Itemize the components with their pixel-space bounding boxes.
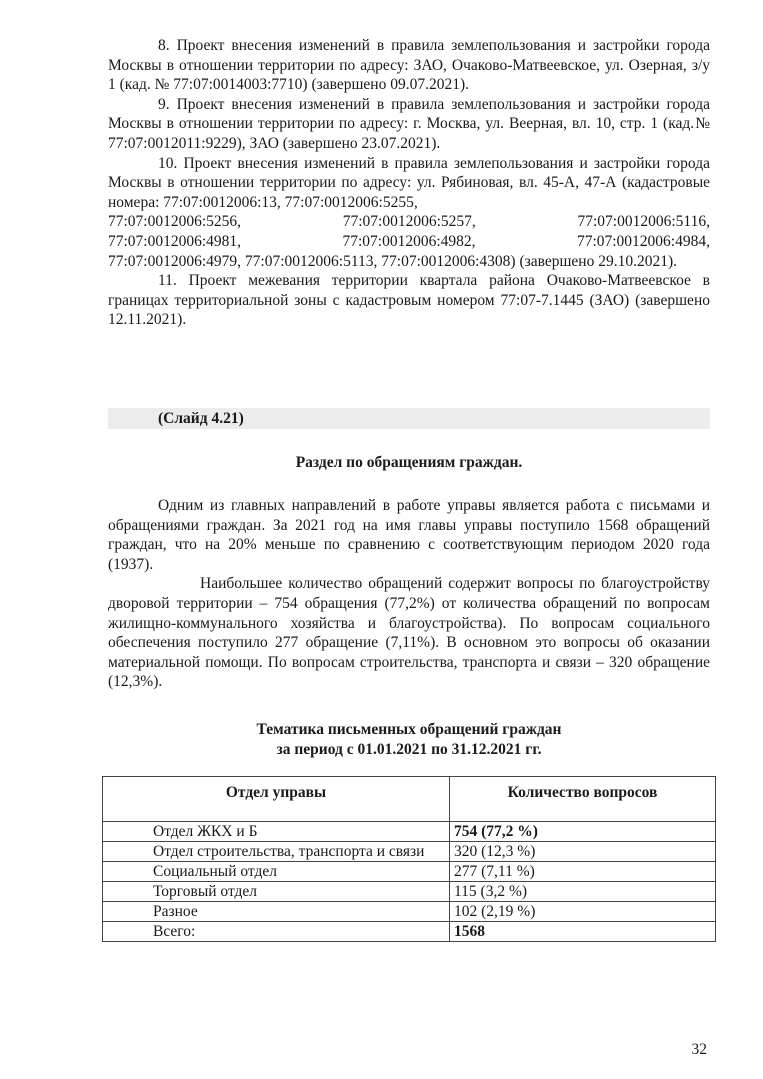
section-body (108, 496, 710, 692)
list-item-9: 9. Проект внесения изменений в правила землепользования и застройки города Москвы в отношении территории по адресу: г. Москва, ул. Веерная, вл. 10, стр. 1 (кад.№ 77:07:0012011:9229), ЗАО (завершено 23.07.2021). (108, 95, 710, 152)
count-cell: 320 (12,3 %) (450, 842, 716, 862)
page-number: 32 (691, 1041, 707, 1058)
column-header-count: Количество вопросов (450, 777, 716, 822)
cadastral-row (108, 212, 710, 232)
paragraph-2: Наибольшее количество обращений содержит вопросы по благоустройству дворовой территории – 754 обращения (77,2%) от количества обращений по вопросам жилищно-коммунального хозяйства и благоустройства). По вопросам социального обеспечения поступило 277 обращение (7,11%). В основном это вопросы об оказании материальной помощи. По вопросам строительства, транспорта и связи – 320 обращение (12,3%). (108, 575, 710, 691)
cadastral-number: 77:07:0012006:4984, (576, 232, 710, 250)
department-cell: Всего: (103, 922, 450, 942)
table-row (103, 882, 716, 902)
table-row (103, 862, 716, 882)
paragraph-1: Одним из главных направлений в работе управы является работа с письмами и обращениями граждан. За 2021 год на имя главы управы поступило 1568 обращений граждан, что на 20% меньше по сравнению с соответствующим периодом 2020 года (1937). (108, 497, 710, 573)
list-item-10-tail: 77:07:0012006:4979, 77:07:0012006:5113, 77:07:0012006:4308) (завершено 29.10.2021). (108, 252, 678, 270)
section-title: Раздел по обращениям граждан. (295, 454, 523, 471)
cadastral-number: 77:07:0012006:5257, (342, 213, 476, 231)
count-cell: 102 (2,19 %) (450, 902, 716, 922)
column-header-department: Отдел управы (103, 777, 450, 822)
count-cell: 754 (77,2 %) (450, 822, 716, 842)
cadastral-number: 77:07:0012006:5116, (577, 213, 710, 231)
count-cell: 115 (3,2 %) (450, 882, 716, 902)
table-row (103, 822, 716, 842)
department-cell: Социальный отдел (103, 862, 450, 882)
slide-label: (Слайд 4.21) (158, 410, 244, 427)
table-row (103, 842, 716, 862)
list-item-10: 10. Проект внесения изменений в правила землепользования и застройки города Москвы в отношении территории по адресу: ул. Рябиновая, вл. 45-А, 47-А (кадастровые номера: 77:07:0012006:13, 77:07:0012006:5255, (108, 154, 710, 211)
appeals-table (102, 776, 716, 942)
cadastral-number: 77:07:0012006:4981, (108, 232, 242, 250)
list-item-8: 8. Проект внесения изменений в правила землепользования и застройки города Москвы в отношении территории по адресу: ЗАО, Очаково-Матвеевское, ул. Озерная, з/у 1 (кад. № 77:07:0014003:7710) (завершено 09.07.2021). (108, 37, 710, 94)
table-row-total (103, 922, 716, 942)
count-cell: 1568 (450, 922, 716, 942)
slide-label-bar (108, 408, 710, 429)
count-cell: 277 (7,11 %) (450, 862, 716, 882)
department-cell: Разное (103, 902, 450, 922)
cadastral-number: 77:07:0012006:4982, (342, 232, 476, 250)
department-cell: Торговый отдел (103, 882, 450, 902)
department-cell: Отдел ЖКХ и Б (103, 822, 450, 842)
table-row (103, 902, 716, 922)
cadastral-row (108, 232, 710, 252)
department-cell: Отдел строительства, транспорта и связи (103, 842, 450, 862)
table-header-row (103, 777, 716, 822)
list-item-11: 11. Проект межевания территории квартала района Очаково-Матвеевское в границах территориальной зоны с кадастровым номером 77:07-7.1445 (ЗАО) (завершено 12.11.2021). (108, 272, 710, 329)
table-title-line-2: за период с 01.01.2021 по 31.12.2021 гг. (276, 741, 542, 758)
table-title-line-1: Тематика письменных обращений граждан (256, 721, 562, 738)
top-text-block (108, 36, 710, 330)
cadastral-number: 77:07:0012006:5256, (108, 213, 242, 231)
